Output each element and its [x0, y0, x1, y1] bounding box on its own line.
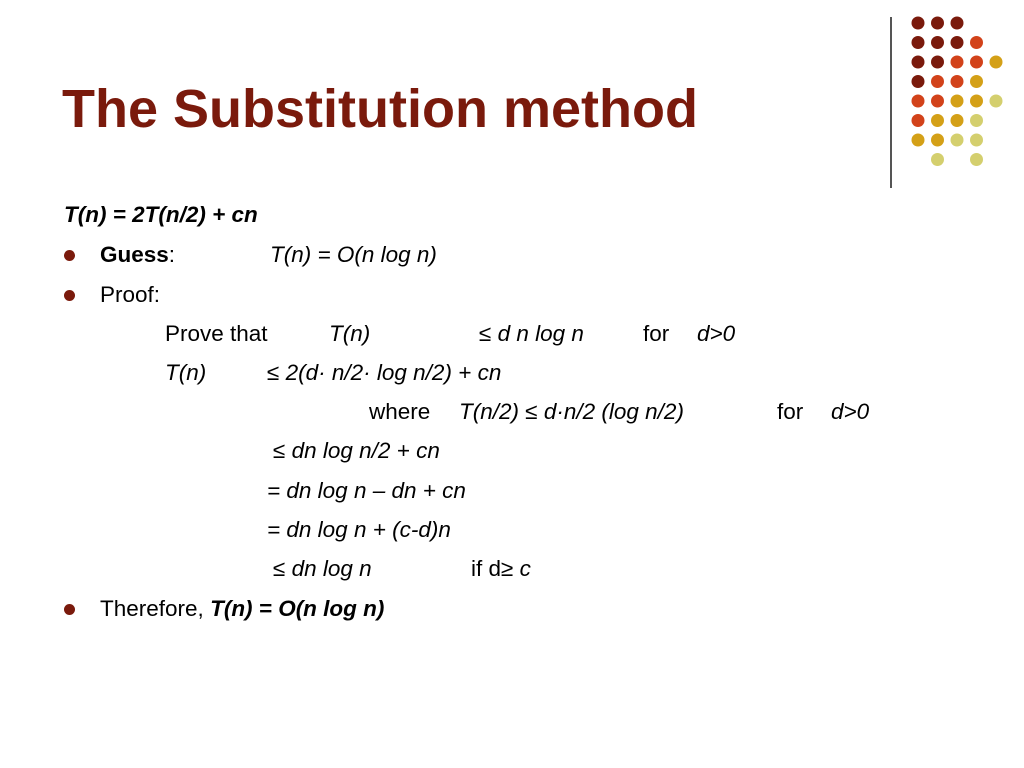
decor-dot: [970, 153, 983, 166]
step4: = dn log n + (c-d)n: [267, 517, 451, 542]
bullet-icon: [64, 250, 75, 261]
title-divider: [890, 17, 892, 188]
bullet-icon: [64, 290, 75, 301]
decor-dot: [912, 134, 925, 147]
decor-dot: [951, 75, 964, 88]
guess-value: T(n) = O(n log n): [270, 242, 437, 267]
where-for: for: [777, 399, 804, 424]
step5-condition: [471, 558, 531, 581]
proof-label: Proof:: [100, 282, 161, 307]
decor-dot: [912, 95, 925, 108]
decor-dot: [970, 36, 983, 49]
conclusion-item: [100, 598, 384, 621]
decor-dot: [970, 75, 983, 88]
decor-dot: [951, 134, 964, 147]
guess-label: Guess: [100, 242, 169, 267]
decor-dot: [990, 56, 1003, 69]
decor-dot: [931, 17, 944, 30]
decor-dot: [931, 75, 944, 88]
decor-dot: [912, 36, 925, 49]
step5-if: if d: [471, 556, 502, 581]
conclusion-prefix: Therefore,: [100, 596, 204, 621]
decor-dot: [990, 95, 1003, 108]
conclusion-result: T(n) = O(n log n): [210, 596, 385, 621]
where-condition: d>0: [831, 399, 870, 424]
decor-dot: [931, 95, 944, 108]
decor-dot: [951, 95, 964, 108]
decor-dot: [970, 114, 983, 127]
decor-dot: [951, 36, 964, 49]
decor-dot: [951, 17, 964, 30]
step5-var: c: [519, 556, 531, 581]
step1-lhs: T(n): [165, 360, 207, 385]
step2: ≤ dn log n/2 + cn: [273, 438, 440, 463]
prove-for: for: [643, 321, 670, 346]
prove-lhs: T(n): [329, 321, 371, 346]
decor-dot: [931, 153, 944, 166]
slide-title: The Substitution method: [62, 79, 698, 139]
decor-dot: [931, 114, 944, 127]
decor-dot: [912, 56, 925, 69]
prove-rhs: ≤ d n log n: [479, 321, 584, 346]
decor-dot: [951, 56, 964, 69]
guess-colon: :: [168, 242, 176, 267]
prove-condition: d>0: [697, 321, 736, 346]
decor-dot: [931, 56, 944, 69]
decor-dot: [912, 75, 925, 88]
step1-rhs: ≤ 2(d· n/2· log n/2) + cn: [267, 360, 502, 385]
decor-dot: [970, 56, 983, 69]
where-label: where: [369, 399, 431, 424]
decor-dot: [912, 114, 925, 127]
step5: ≤ dn log n: [273, 556, 372, 581]
recurrence-equation: T(n) = 2T(n/2) + cn: [64, 202, 258, 227]
step5-geq-symbol: ≥: [501, 556, 514, 581]
guess-item: [100, 244, 175, 267]
decor-dot: [951, 114, 964, 127]
prove-prefix: Prove that: [165, 321, 268, 346]
decor-dot: [970, 134, 983, 147]
bullet-icon: [64, 604, 75, 615]
step3: = dn log n – dn + cn: [267, 478, 466, 503]
where-expression: T(n/2) ≤ d·n/2 (log n/2): [459, 399, 684, 424]
decor-dot: [970, 95, 983, 108]
decor-dot: [931, 36, 944, 49]
decor-dot: [931, 134, 944, 147]
decor-dot: [912, 17, 925, 30]
